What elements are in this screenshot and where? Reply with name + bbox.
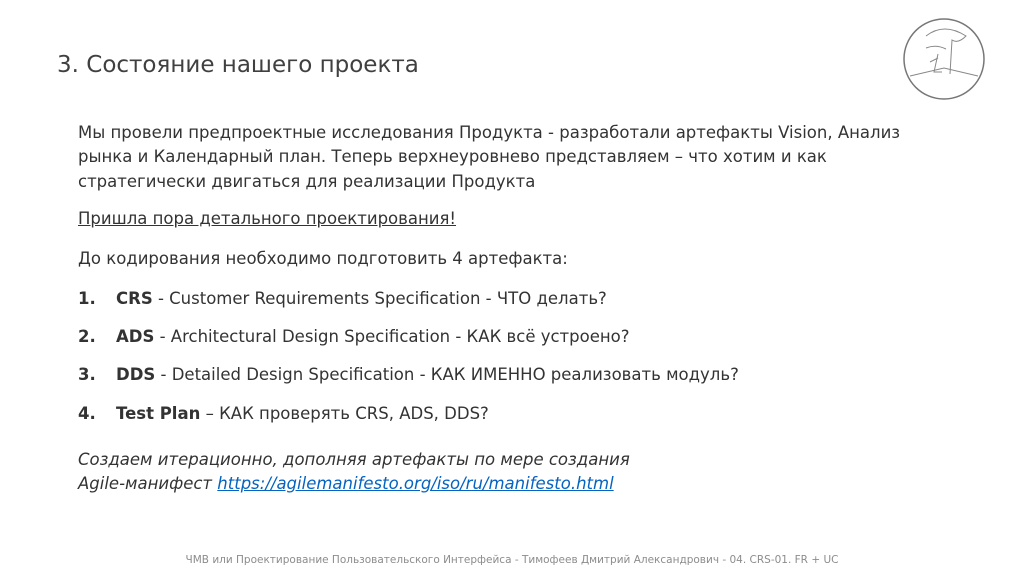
artifact-desc: – КАК проверять CRS, ADS, DDS? [200, 404, 489, 423]
list-number: 1. [78, 289, 96, 308]
intro-line: Мы провели предпроектные исследования Продукта - разработали артефакты Vision, Анализ [78, 123, 901, 142]
intro-line: стратегически двигаться для реализации Продукта [78, 172, 536, 191]
list-number: 4. [78, 404, 96, 423]
artifact-desc: - Detailed Design Specification - КАК ИМЕННО реализовать модуль? [155, 365, 739, 384]
artifact-name: Test Plan [116, 404, 201, 423]
list-number: 3. [78, 365, 96, 384]
agile-label: Agile-манифест [78, 474, 218, 493]
list-number: 2. [78, 327, 96, 346]
artifact-desc: - Customer Requirements Specification - ЧТО делать? [152, 289, 607, 308]
artifact-name: ADS [116, 327, 155, 346]
lead-text: До кодирования необходимо подготовить 4 артефакта: [78, 249, 568, 268]
artifact-name: CRS [116, 289, 153, 308]
slide-footer: ЧМВ или Проектирование Пользовательского Интерфейса - Тимофеев Дмитрий Александрович - 04. CRS-01. FR + UC [185, 554, 839, 566]
list-item [116, 404, 489, 423]
note-iterative: Создаем итерационно, дополняя артефакты по мере создания [78, 450, 630, 469]
agile-manifesto-link[interactable]: https://agilemanifesto.org/iso/ru/manifesto.html [217, 474, 614, 493]
artifact-desc: - Architectural Design Specification - КАК всё устроено? [154, 327, 630, 346]
list-item [116, 327, 630, 346]
artifact-name: DDS [116, 365, 156, 384]
intro-line: рынка и Календарный план. Теперь верхнеуровнево представляем – что хотим и как [78, 147, 827, 166]
note-agile [78, 472, 614, 497]
university-logo [896, 14, 992, 104]
list-item [116, 365, 739, 384]
underlined-statement: Пришла пора детального проектирования! [78, 209, 457, 228]
slide-title: 3. Состояние нашего проекта [57, 52, 419, 78]
list-item [116, 289, 607, 308]
